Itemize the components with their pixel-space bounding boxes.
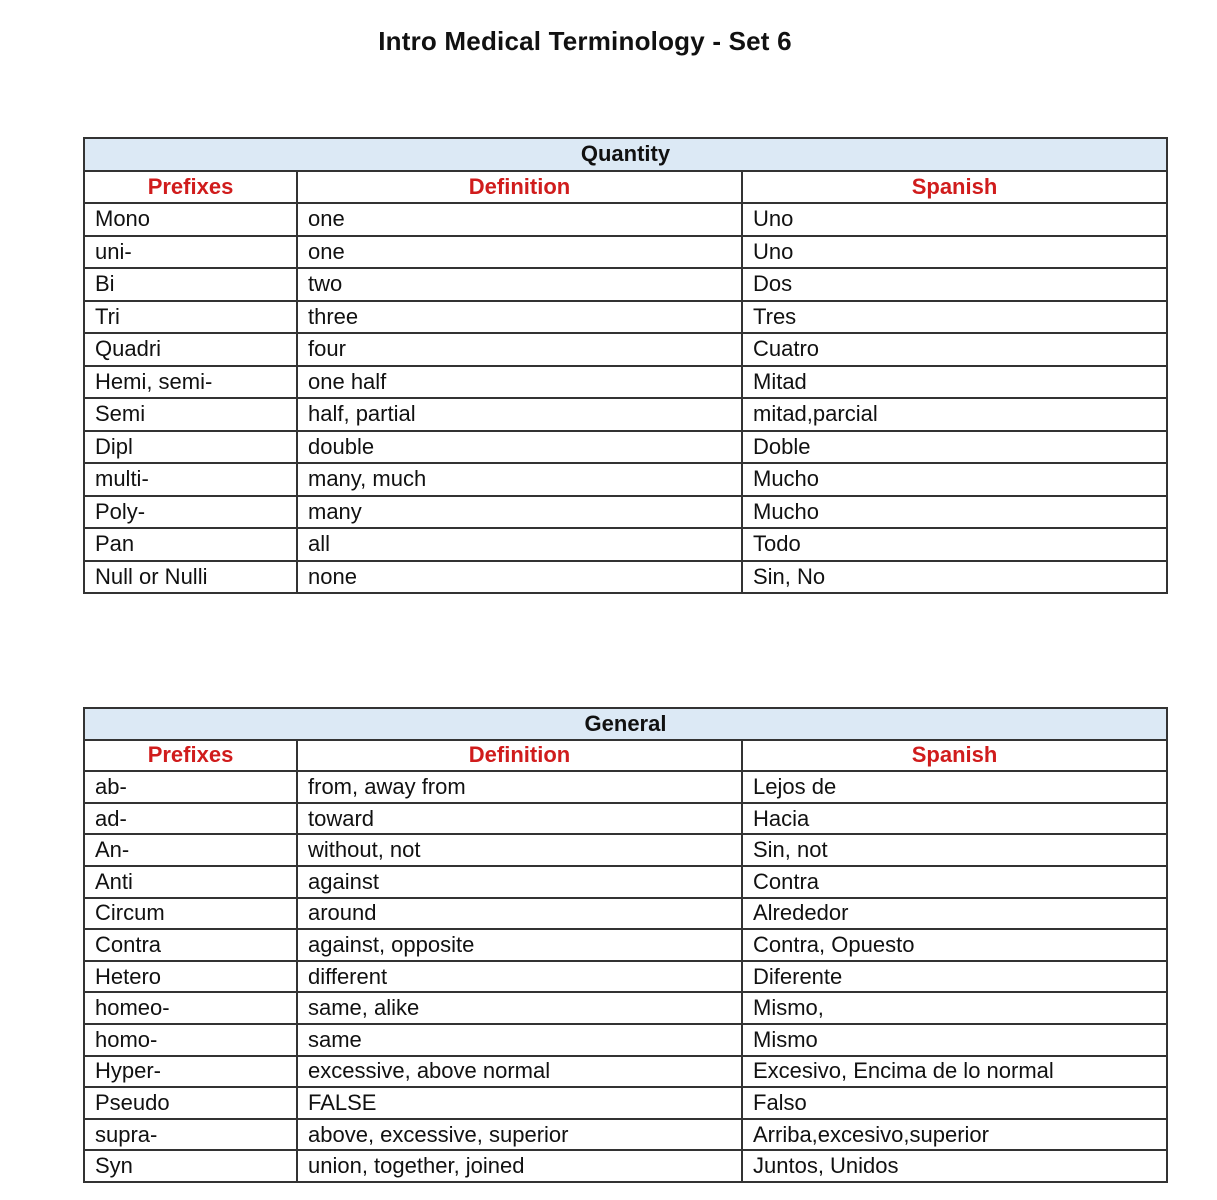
definition-cell: without, not (297, 834, 742, 866)
spanish-cell: Juntos, Unidos (742, 1150, 1167, 1182)
definition-cell: against, opposite (297, 929, 742, 961)
table-title: General (84, 708, 1167, 740)
definition-cell: none (297, 561, 742, 594)
spanish-cell: Contra (742, 866, 1167, 898)
column-header-definition: Definition (297, 171, 742, 204)
definition-cell: all (297, 528, 742, 561)
prefix-cell: Mono (84, 203, 297, 236)
prefix-cell: supra- (84, 1119, 297, 1151)
table-row (84, 366, 1167, 399)
definition-cell: double (297, 431, 742, 464)
definition-cell: against (297, 866, 742, 898)
definition-cell: same (297, 1024, 742, 1056)
spanish-cell: Alrededor (742, 898, 1167, 930)
prefix-cell: Pseudo (84, 1087, 297, 1119)
spanish-cell: Falso (742, 1087, 1167, 1119)
table-row (84, 398, 1167, 431)
column-header-row (84, 171, 1167, 204)
definition-cell: excessive, above normal (297, 1056, 742, 1088)
spanish-cell: Mismo (742, 1024, 1167, 1056)
table-row (84, 431, 1167, 464)
definition-cell: many, much (297, 463, 742, 496)
table-row (84, 301, 1167, 334)
definition-cell: half, partial (297, 398, 742, 431)
definition-cell: two (297, 268, 742, 301)
definition-cell: one (297, 236, 742, 269)
definition-cell: above, excessive, superior (297, 1119, 742, 1151)
prefix-cell: Dipl (84, 431, 297, 464)
spanish-cell: Tres (742, 301, 1167, 334)
prefix-cell: Bi (84, 268, 297, 301)
table-row (84, 992, 1167, 1024)
prefix-cell: An- (84, 834, 297, 866)
general-table (83, 707, 1168, 1183)
page-title: Intro Medical Terminology - Set 6 (378, 26, 792, 56)
prefix-cell: Hyper- (84, 1056, 297, 1088)
table-row (84, 898, 1167, 930)
table-row (84, 1056, 1167, 1088)
prefix-cell: Hetero (84, 961, 297, 993)
table-row (84, 463, 1167, 496)
definition-cell: from, away from (297, 771, 742, 803)
spanish-cell: mitad,parcial (742, 398, 1167, 431)
prefix-cell: Syn (84, 1150, 297, 1182)
spanish-cell: Contra, Opuesto (742, 929, 1167, 961)
table-row (84, 528, 1167, 561)
spanish-cell: Uno (742, 203, 1167, 236)
spanish-cell: Lejos de (742, 771, 1167, 803)
table-title-row (84, 708, 1167, 740)
spanish-cell: Mitad (742, 366, 1167, 399)
spanish-cell: Cuatro (742, 333, 1167, 366)
prefix-cell: Contra (84, 929, 297, 961)
spanish-cell: Uno (742, 236, 1167, 269)
spanish-cell: Sin, not (742, 834, 1167, 866)
prefix-cell: ad- (84, 803, 297, 835)
table-row (84, 333, 1167, 366)
column-header-prefixes: Prefixes (84, 740, 297, 772)
column-header-spanish: Spanish (742, 740, 1167, 772)
definition-cell: same, alike (297, 992, 742, 1024)
spanish-cell: Dos (742, 268, 1167, 301)
prefix-cell: Quadri (84, 333, 297, 366)
column-header-definition: Definition (297, 740, 742, 772)
table-row (84, 203, 1167, 236)
table-row (84, 236, 1167, 269)
prefix-cell: Poly- (84, 496, 297, 529)
prefix-cell: Tri (84, 301, 297, 334)
table-row (84, 268, 1167, 301)
definition-cell: union, together, joined (297, 1150, 742, 1182)
table-row (84, 771, 1167, 803)
definition-cell: three (297, 301, 742, 334)
column-header-row (84, 740, 1167, 772)
quantity-table (83, 137, 1168, 594)
table-row (84, 834, 1167, 866)
table-row (84, 961, 1167, 993)
spanish-cell: Diferente (742, 961, 1167, 993)
definition-cell: one half (297, 366, 742, 399)
prefix-cell: Anti (84, 866, 297, 898)
spanish-cell: Mucho (742, 463, 1167, 496)
definition-cell: four (297, 333, 742, 366)
definition-cell: different (297, 961, 742, 993)
spanish-cell: Arriba,excesivo,superior (742, 1119, 1167, 1151)
table-row (84, 561, 1167, 594)
spanish-cell: Sin, No (742, 561, 1167, 594)
prefix-cell: Circum (84, 898, 297, 930)
definition-cell: toward (297, 803, 742, 835)
prefix-cell: ab- (84, 771, 297, 803)
spanish-cell: Excesivo, Encima de lo normal (742, 1056, 1167, 1088)
prefix-cell: Null or Nulli (84, 561, 297, 594)
definition-cell: around (297, 898, 742, 930)
prefix-cell: uni- (84, 236, 297, 269)
table-row (84, 1024, 1167, 1056)
table-row (84, 1087, 1167, 1119)
table-row (84, 929, 1167, 961)
prefix-cell: Semi (84, 398, 297, 431)
table-row (84, 496, 1167, 529)
column-header-prefixes: Prefixes (84, 171, 297, 204)
definition-cell: one (297, 203, 742, 236)
spanish-cell: Doble (742, 431, 1167, 464)
table-row (84, 803, 1167, 835)
table-row (84, 866, 1167, 898)
table-row (84, 1119, 1167, 1151)
definition-cell: FALSE (297, 1087, 742, 1119)
prefix-cell: homo- (84, 1024, 297, 1056)
prefix-cell: homeo- (84, 992, 297, 1024)
prefix-cell: Pan (84, 528, 297, 561)
prefix-cell: Hemi, semi- (84, 366, 297, 399)
spanish-cell: Todo (742, 528, 1167, 561)
spanish-cell: Mismo, (742, 992, 1167, 1024)
spanish-cell: Mucho (742, 496, 1167, 529)
column-header-spanish: Spanish (742, 171, 1167, 204)
prefix-cell: multi- (84, 463, 297, 496)
spanish-cell: Hacia (742, 803, 1167, 835)
table-title: Quantity (84, 138, 1167, 171)
table-title-row (84, 138, 1167, 171)
table-row (84, 1150, 1167, 1182)
definition-cell: many (297, 496, 742, 529)
